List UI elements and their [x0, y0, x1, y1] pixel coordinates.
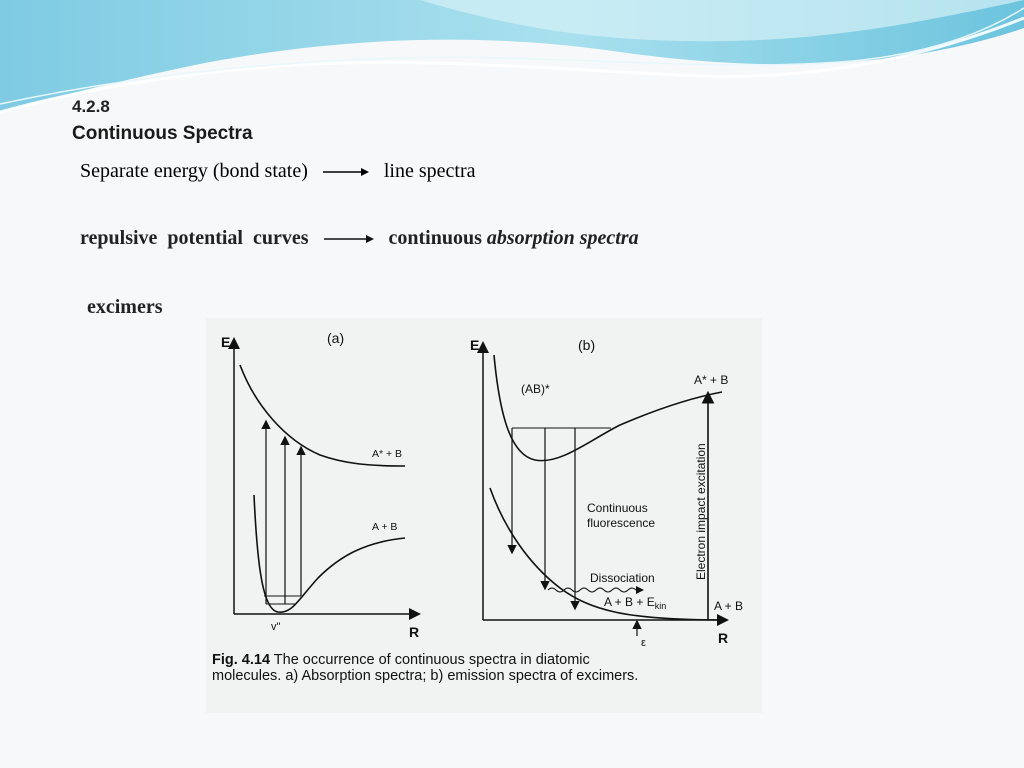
line-spectra-text: line spectra [383, 160, 476, 182]
repulsive-curves-line [80, 227, 639, 250]
excimer-label: (AB)* [521, 382, 550, 396]
fluorescence-label-line2: fluorescence [587, 516, 656, 530]
panel-a-y-axis-label: E [221, 334, 231, 350]
dissociation-label: Dissociation [590, 571, 655, 585]
separate-energy-text: Separate energy (bond state) [80, 160, 308, 182]
right-arrow-icon [323, 167, 369, 177]
upper-curve-label-a: A* + B [372, 448, 403, 460]
excitation-label: Electron impact excitation [694, 443, 708, 580]
products-sub: kin [654, 601, 667, 611]
panel-a [221, 330, 419, 640]
upper-asymptote-label: A* + B [694, 373, 729, 387]
panel-b [470, 337, 743, 648]
fluorescence-label-line1: Continuous [587, 501, 648, 515]
fluorescence-label [587, 501, 655, 530]
panel-b-x-axis-label: R [718, 630, 729, 646]
figure-caption [212, 652, 642, 684]
products-main: A + B + E [604, 595, 655, 609]
header-wave-banner [0, 0, 1024, 120]
panel-b-label: (b) [578, 337, 596, 353]
vibrational-label: v" [271, 621, 281, 633]
separate-energy-line [80, 160, 476, 183]
excimer-potential-curve [494, 355, 722, 461]
potential-curves-diagram [206, 318, 762, 648]
continuous-text: continuous [388, 227, 487, 249]
excimers-text: excimers [87, 296, 163, 318]
right-arrow-icon [324, 234, 374, 244]
panel-a-x-axis-label: R [409, 624, 420, 640]
caption-label: Fig. 4.14 [212, 652, 271, 668]
lower-potential-curve-a [254, 495, 405, 612]
lower-curve-label-a: A + B [372, 521, 398, 533]
section-title: Continuous Spectra [72, 123, 253, 144]
section-number: 4.2.8 [72, 97, 110, 116]
panel-b-y-axis-label: E [470, 337, 480, 353]
repulsive-curves-text: repulsive potential curves [80, 227, 309, 249]
lower-asymptote-label: A + B [714, 599, 744, 613]
caption-text: The occurrence of continuous spectra in diatomic molecules. a) Absorption spectra; b) emission spectra of excimers. [212, 652, 639, 684]
epsilon-label: ε [641, 637, 646, 648]
panel-a-label: (a) [327, 330, 345, 346]
products-label [604, 595, 666, 611]
absorption-spectra-text: absorption spectra [486, 227, 639, 249]
